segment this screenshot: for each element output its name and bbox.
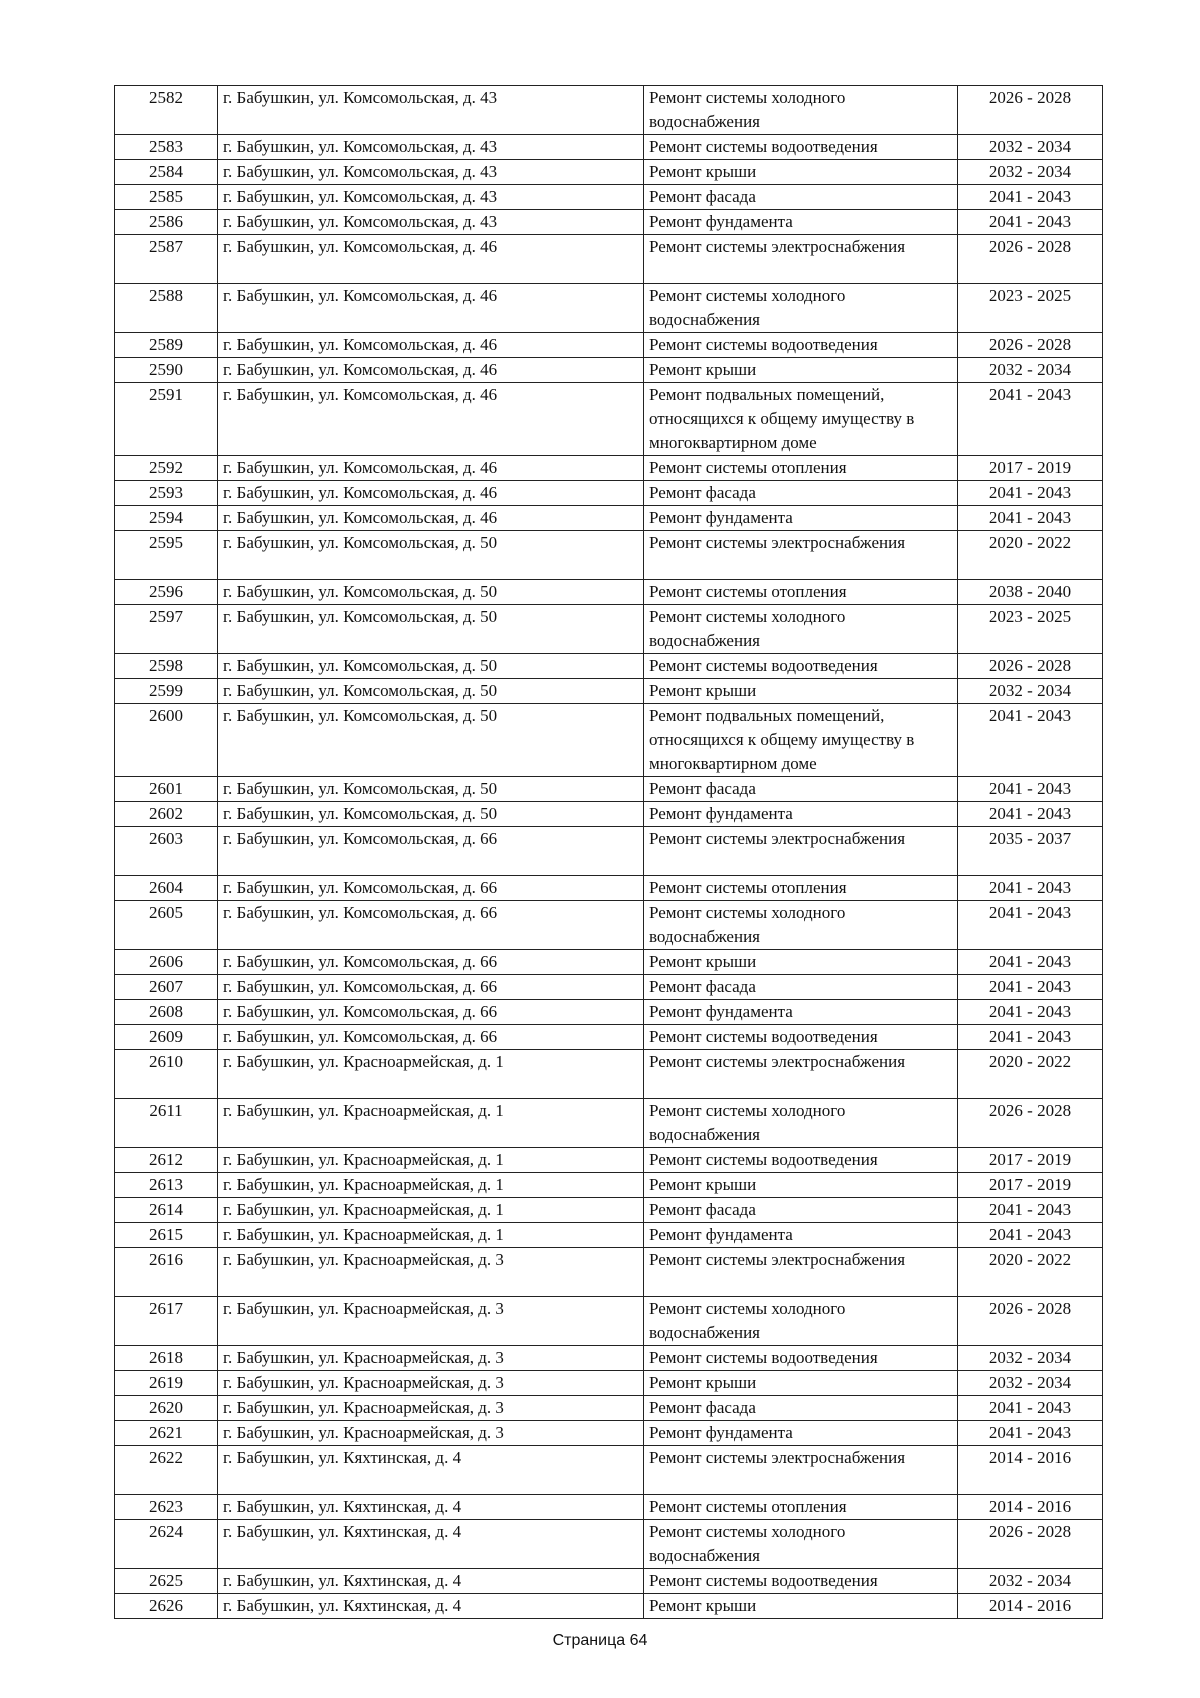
period-cell: 2041 - 2043 [958, 1223, 1103, 1248]
period-cell: 2041 - 2043 [958, 1000, 1103, 1025]
address-cell: г. Бабушкин, ул. Красноармейская, д. 1 [218, 1173, 644, 1198]
address-cell: г. Бабушкин, ул. Комсомольская, д. 43 [218, 135, 644, 160]
address-cell: г. Бабушкин, ул. Комсомольская, д. 46 [218, 284, 644, 333]
period-cell: 2026 - 2028 [958, 654, 1103, 679]
row-number-cell: 2582 [115, 86, 218, 135]
table-row [115, 679, 1103, 704]
address-cell: г. Бабушкин, ул. Красноармейская, д. 1 [218, 1050, 644, 1099]
row-number-cell: 2612 [115, 1148, 218, 1173]
row-number-cell: 2620 [115, 1396, 218, 1421]
table-row [115, 86, 1103, 135]
period-cell: 2032 - 2034 [958, 1346, 1103, 1371]
repair-schedule-table [114, 85, 1103, 1619]
address-cell: г. Бабушкин, ул. Кяхтинская, д. 4 [218, 1495, 644, 1520]
address-cell: г. Бабушкин, ул. Комсомольская, д. 46 [218, 456, 644, 481]
period-cell: 2020 - 2022 [958, 1050, 1103, 1099]
work-type-cell: Ремонт крыши [644, 358, 958, 383]
work-type-cell: Ремонт крыши [644, 679, 958, 704]
table-row [115, 1198, 1103, 1223]
address-cell: г. Бабушкин, ул. Комсомольская, д. 50 [218, 777, 644, 802]
address-cell: г. Бабушкин, ул. Красноармейская, д. 1 [218, 1148, 644, 1173]
row-number-cell: 2590 [115, 358, 218, 383]
address-cell: г. Бабушкин, ул. Комсомольская, д. 66 [218, 975, 644, 1000]
table-row [115, 1495, 1103, 1520]
address-cell: г. Бабушкин, ул. Красноармейская, д. 3 [218, 1371, 644, 1396]
row-number-cell: 2597 [115, 605, 218, 654]
table-row [115, 210, 1103, 235]
table-row [115, 580, 1103, 605]
work-type-cell: Ремонт системы водоотведения [644, 654, 958, 679]
work-type-cell: Ремонт фундамента [644, 210, 958, 235]
row-number-cell: 2589 [115, 333, 218, 358]
work-type-cell: Ремонт системы водоотведения [644, 1148, 958, 1173]
address-cell: г. Бабушкин, ул. Комсомольская, д. 50 [218, 704, 644, 777]
work-type-cell: Ремонт системы отопления [644, 876, 958, 901]
address-cell: г. Бабушкин, ул. Комсомольская, д. 50 [218, 802, 644, 827]
table-row [115, 777, 1103, 802]
period-cell: 2014 - 2016 [958, 1446, 1103, 1495]
period-cell: 2017 - 2019 [958, 1148, 1103, 1173]
period-cell: 2032 - 2034 [958, 358, 1103, 383]
table-row [115, 1421, 1103, 1446]
row-number-cell: 2605 [115, 901, 218, 950]
address-cell: г. Бабушкин, ул. Комсомольская, д. 43 [218, 185, 644, 210]
table-row [115, 1248, 1103, 1297]
table-row [115, 135, 1103, 160]
table-row [115, 333, 1103, 358]
period-cell: 2017 - 2019 [958, 456, 1103, 481]
work-type-cell: Ремонт системы холодного водоснабжения [644, 86, 958, 135]
address-cell: г. Бабушкин, ул. Комсомольская, д. 43 [218, 86, 644, 135]
address-cell: г. Бабушкин, ул. Комсомольская, д. 66 [218, 950, 644, 975]
work-type-cell: Ремонт системы холодного водоснабжения [644, 1297, 958, 1346]
page-number: Страница 64 [552, 1632, 648, 1649]
work-type-cell: Ремонт крыши [644, 1594, 958, 1619]
table-row [115, 827, 1103, 876]
row-number-cell: 2624 [115, 1520, 218, 1569]
table-row [115, 1050, 1103, 1099]
row-number-cell: 2609 [115, 1025, 218, 1050]
period-cell: 2032 - 2034 [958, 1371, 1103, 1396]
period-cell: 2041 - 2043 [958, 1396, 1103, 1421]
address-cell: г. Бабушкин, ул. Красноармейская, д. 1 [218, 1198, 644, 1223]
row-number-cell: 2588 [115, 284, 218, 333]
address-cell: г. Бабушкин, ул. Красноармейская, д. 3 [218, 1297, 644, 1346]
period-cell: 2026 - 2028 [958, 235, 1103, 284]
work-type-cell: Ремонт системы водоотведения [644, 1569, 958, 1594]
table-row [115, 506, 1103, 531]
work-type-cell: Ремонт системы водоотведения [644, 333, 958, 358]
address-cell: г. Бабушкин, ул. Комсомольская, д. 50 [218, 605, 644, 654]
row-number-cell: 2600 [115, 704, 218, 777]
address-cell: г. Бабушкин, ул. Комсомольская, д. 43 [218, 160, 644, 185]
work-type-cell: Ремонт системы электроснабжения [644, 1050, 958, 1099]
row-number-cell: 2618 [115, 1346, 218, 1371]
period-cell: 2032 - 2034 [958, 160, 1103, 185]
table-row [115, 1371, 1103, 1396]
row-number-cell: 2625 [115, 1569, 218, 1594]
address-cell: г. Бабушкин, ул. Комсомольская, д. 50 [218, 531, 644, 580]
address-cell: г. Бабушкин, ул. Комсомольская, д. 50 [218, 654, 644, 679]
table-row [115, 383, 1103, 456]
address-cell: г. Бабушкин, ул. Красноармейская, д. 3 [218, 1396, 644, 1421]
row-number-cell: 2602 [115, 802, 218, 827]
row-number-cell: 2593 [115, 481, 218, 506]
work-type-cell: Ремонт фундамента [644, 1421, 958, 1446]
table-row [115, 456, 1103, 481]
period-cell: 2041 - 2043 [958, 506, 1103, 531]
period-cell: 2041 - 2043 [958, 1421, 1103, 1446]
work-type-cell: Ремонт системы водоотведения [644, 135, 958, 160]
work-type-cell: Ремонт системы отопления [644, 580, 958, 605]
table-row [115, 1223, 1103, 1248]
table-row [115, 975, 1103, 1000]
table-row [115, 1446, 1103, 1495]
work-type-cell: Ремонт фундамента [644, 1223, 958, 1248]
period-cell: 2026 - 2028 [958, 1520, 1103, 1569]
work-type-cell: Ремонт системы электроснабжения [644, 1248, 958, 1297]
address-cell: г. Бабушкин, ул. Кяхтинская, д. 4 [218, 1446, 644, 1495]
period-cell: 2026 - 2028 [958, 1099, 1103, 1148]
work-type-cell: Ремонт фундамента [644, 1000, 958, 1025]
period-cell: 2032 - 2034 [958, 135, 1103, 160]
table-row [115, 704, 1103, 777]
row-number-cell: 2617 [115, 1297, 218, 1346]
address-cell: г. Бабушкин, ул. Комсомольская, д. 66 [218, 1000, 644, 1025]
row-number-cell: 2586 [115, 210, 218, 235]
table-row [115, 1594, 1103, 1619]
period-cell: 2041 - 2043 [958, 802, 1103, 827]
row-number-cell: 2616 [115, 1248, 218, 1297]
address-cell: г. Бабушкин, ул. Кяхтинская, д. 4 [218, 1569, 644, 1594]
work-type-cell: Ремонт фасада [644, 1198, 958, 1223]
address-cell: г. Бабушкин, ул. Комсомольская, д. 46 [218, 358, 644, 383]
row-number-cell: 2601 [115, 777, 218, 802]
work-type-cell: Ремонт подвальных помещений, относящихся к общему имуществу в многоквартирном доме [644, 704, 958, 777]
address-cell: г. Бабушкин, ул. Комсомольская, д. 46 [218, 235, 644, 284]
address-cell: г. Бабушкин, ул. Комсомольская, д. 50 [218, 679, 644, 704]
work-type-cell: Ремонт фасада [644, 185, 958, 210]
address-cell: г. Бабушкин, ул. Красноармейская, д. 1 [218, 1223, 644, 1248]
row-number-cell: 2621 [115, 1421, 218, 1446]
row-number-cell: 2615 [115, 1223, 218, 1248]
period-cell: 2041 - 2043 [958, 481, 1103, 506]
address-cell: г. Бабушкин, ул. Комсомольская, д. 46 [218, 481, 644, 506]
work-type-cell: Ремонт системы водоотведения [644, 1346, 958, 1371]
work-type-cell: Ремонт системы холодного водоснабжения [644, 901, 958, 950]
period-cell: 2017 - 2019 [958, 1173, 1103, 1198]
period-cell: 2041 - 2043 [958, 777, 1103, 802]
table-row [115, 1346, 1103, 1371]
row-number-cell: 2595 [115, 531, 218, 580]
table-row [115, 654, 1103, 679]
table-row [115, 1396, 1103, 1421]
work-type-cell: Ремонт фасада [644, 1396, 958, 1421]
period-cell: 2038 - 2040 [958, 580, 1103, 605]
period-cell: 2041 - 2043 [958, 1025, 1103, 1050]
table-row [115, 1025, 1103, 1050]
address-cell: г. Бабушкин, ул. Комсомольская, д. 66 [218, 827, 644, 876]
row-number-cell: 2592 [115, 456, 218, 481]
address-cell: г. Бабушкин, ул. Комсомольская, д. 46 [218, 333, 644, 358]
table-row [115, 1000, 1103, 1025]
row-number-cell: 2626 [115, 1594, 218, 1619]
row-number-cell: 2598 [115, 654, 218, 679]
table-row [115, 160, 1103, 185]
row-number-cell: 2611 [115, 1099, 218, 1148]
table-row [115, 1569, 1103, 1594]
work-type-cell: Ремонт системы отопления [644, 1495, 958, 1520]
period-cell: 2041 - 2043 [958, 704, 1103, 777]
row-number-cell: 2613 [115, 1173, 218, 1198]
table-body [115, 86, 1103, 1619]
table-row [115, 235, 1103, 284]
row-number-cell: 2607 [115, 975, 218, 1000]
period-cell: 2041 - 2043 [958, 1198, 1103, 1223]
work-type-cell: Ремонт системы холодного водоснабжения [644, 1099, 958, 1148]
address-cell: г. Бабушкин, ул. Комсомольская, д. 66 [218, 1025, 644, 1050]
address-cell: г. Бабушкин, ул. Комсомольская, д. 66 [218, 876, 644, 901]
work-type-cell: Ремонт системы холодного водоснабжения [644, 605, 958, 654]
row-number-cell: 2608 [115, 1000, 218, 1025]
row-number-cell: 2610 [115, 1050, 218, 1099]
table-row [115, 531, 1103, 580]
table-row [115, 284, 1103, 333]
work-type-cell: Ремонт крыши [644, 160, 958, 185]
table-row [115, 358, 1103, 383]
row-number-cell: 2596 [115, 580, 218, 605]
table-row [115, 876, 1103, 901]
address-cell: г. Бабушкин, ул. Красноармейская, д. 3 [218, 1248, 644, 1297]
address-cell: г. Бабушкин, ул. Комсомольская, д. 46 [218, 506, 644, 531]
table-row [115, 901, 1103, 950]
table-row [115, 1173, 1103, 1198]
table-row [115, 1520, 1103, 1569]
address-cell: г. Бабушкин, ул. Комсомольская, д. 50 [218, 580, 644, 605]
table-row [115, 1297, 1103, 1346]
row-number-cell: 2614 [115, 1198, 218, 1223]
period-cell: 2023 - 2025 [958, 284, 1103, 333]
period-cell: 2041 - 2043 [958, 975, 1103, 1000]
period-cell: 2026 - 2028 [958, 333, 1103, 358]
period-cell: 2032 - 2034 [958, 679, 1103, 704]
work-type-cell: Ремонт системы отопления [644, 456, 958, 481]
row-number-cell: 2585 [115, 185, 218, 210]
period-cell: 2041 - 2043 [958, 901, 1103, 950]
period-cell: 2041 - 2043 [958, 185, 1103, 210]
period-cell: 2014 - 2016 [958, 1495, 1103, 1520]
work-type-cell: Ремонт системы электроснабжения [644, 531, 958, 580]
period-cell: 2026 - 2028 [958, 86, 1103, 135]
period-cell: 2035 - 2037 [958, 827, 1103, 876]
period-cell: 2041 - 2043 [958, 876, 1103, 901]
work-type-cell: Ремонт системы водоотведения [644, 1025, 958, 1050]
period-cell: 2041 - 2043 [958, 383, 1103, 456]
table-row [115, 1099, 1103, 1148]
address-cell: г. Бабушкин, ул. Комсомольская, д. 46 [218, 383, 644, 456]
address-cell: г. Бабушкин, ул. Комсомольская, д. 43 [218, 210, 644, 235]
row-number-cell: 2603 [115, 827, 218, 876]
work-type-cell: Ремонт фундамента [644, 506, 958, 531]
address-cell: г. Бабушкин, ул. Кяхтинская, д. 4 [218, 1594, 644, 1619]
row-number-cell: 2587 [115, 235, 218, 284]
work-type-cell: Ремонт крыши [644, 1173, 958, 1198]
period-cell: 2032 - 2034 [958, 1569, 1103, 1594]
row-number-cell: 2622 [115, 1446, 218, 1495]
period-cell: 2014 - 2016 [958, 1594, 1103, 1619]
address-cell: г. Бабушкин, ул. Красноармейская, д. 3 [218, 1346, 644, 1371]
address-cell: г. Бабушкин, ул. Кяхтинская, д. 4 [218, 1520, 644, 1569]
row-number-cell: 2584 [115, 160, 218, 185]
work-type-cell: Ремонт системы электроснабжения [644, 235, 958, 284]
period-cell: 2023 - 2025 [958, 605, 1103, 654]
row-number-cell: 2594 [115, 506, 218, 531]
table-row [115, 950, 1103, 975]
table-row [115, 605, 1103, 654]
period-cell: 2020 - 2022 [958, 531, 1103, 580]
table-row [115, 481, 1103, 506]
row-number-cell: 2619 [115, 1371, 218, 1396]
row-number-cell: 2599 [115, 679, 218, 704]
work-type-cell: Ремонт крыши [644, 950, 958, 975]
work-type-cell: Ремонт фасада [644, 777, 958, 802]
table-row [115, 1148, 1103, 1173]
work-type-cell: Ремонт фасада [644, 481, 958, 506]
work-type-cell: Ремонт системы электроснабжения [644, 1446, 958, 1495]
work-type-cell: Ремонт фундамента [644, 802, 958, 827]
table-row [115, 802, 1103, 827]
work-type-cell: Ремонт крыши [644, 1371, 958, 1396]
address-cell: г. Бабушкин, ул. Комсомольская, д. 66 [218, 901, 644, 950]
row-number-cell: 2591 [115, 383, 218, 456]
work-type-cell: Ремонт подвальных помещений, относящихся к общему имуществу в многоквартирном доме [644, 383, 958, 456]
period-cell: 2020 - 2022 [958, 1248, 1103, 1297]
period-cell: 2041 - 2043 [958, 210, 1103, 235]
table-row [115, 185, 1103, 210]
row-number-cell: 2583 [115, 135, 218, 160]
work-type-cell: Ремонт системы электроснабжения [644, 827, 958, 876]
row-number-cell: 2604 [115, 876, 218, 901]
period-cell: 2041 - 2043 [958, 950, 1103, 975]
work-type-cell: Ремонт системы холодного водоснабжения [644, 1520, 958, 1569]
address-cell: г. Бабушкин, ул. Красноармейская, д. 1 [218, 1099, 644, 1148]
row-number-cell: 2623 [115, 1495, 218, 1520]
row-number-cell: 2606 [115, 950, 218, 975]
work-type-cell: Ремонт фасада [644, 975, 958, 1000]
period-cell: 2026 - 2028 [958, 1297, 1103, 1346]
work-type-cell: Ремонт системы холодного водоснабжения [644, 284, 958, 333]
address-cell: г. Бабушкин, ул. Красноармейская, д. 3 [218, 1421, 644, 1446]
